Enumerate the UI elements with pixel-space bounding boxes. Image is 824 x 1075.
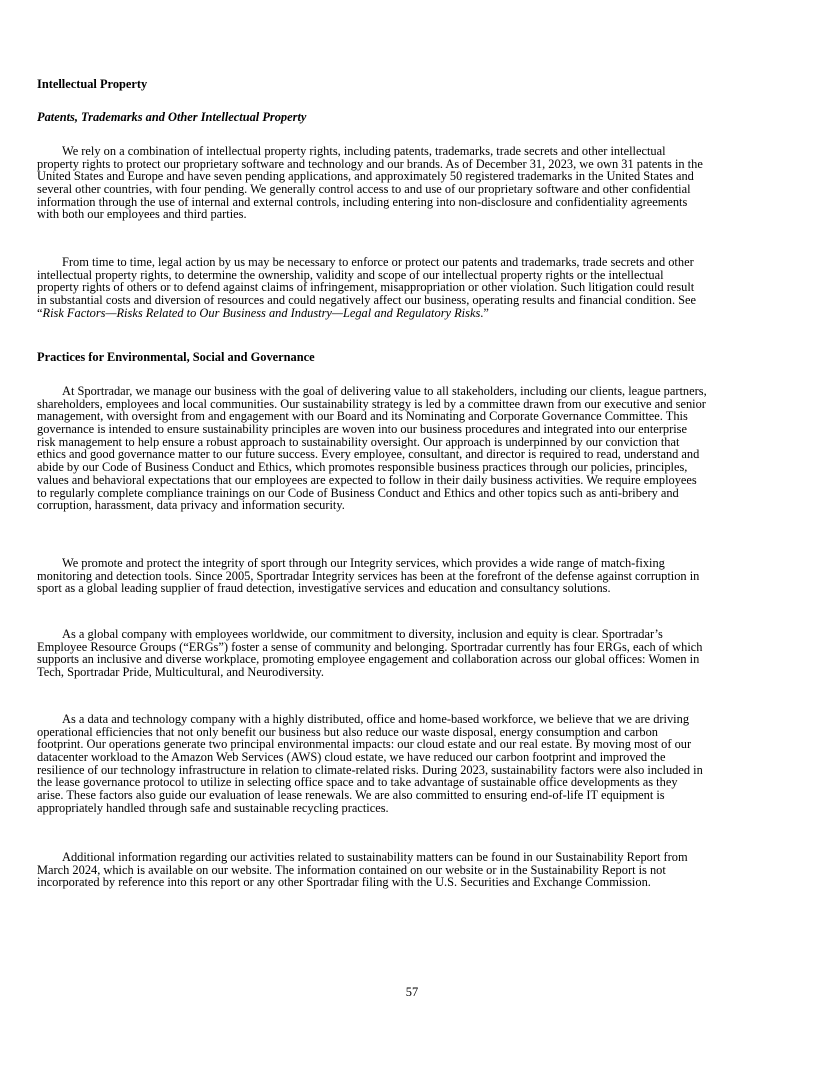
risk-factors-reference: Risk Factors—Risks Related to Our Business and Industry—Legal and Regulatory Risks — [42, 305, 481, 320]
text-line: Tech, Sportradar Pride, Multicultural, and Neurodiversity. — [37, 665, 325, 680]
paragraph-sustainability-governance — [37, 385, 789, 512]
paragraph-diversity-ergs — [37, 628, 789, 679]
text-line: operational efficiencies that not only benefit our business but also reduce our waste disposal, energy consumption and carbon — [37, 724, 658, 739]
text-line: with both our employees and third parties. — [37, 207, 247, 222]
text-line: footprint. Our operations generate two principal environmental impacts: our cloud estate and our real estate. By moving most of our — [37, 737, 692, 752]
text-line: shareholders, employees and local communities. Our sustainability strategy is led by a committee drawn from our executive and senior — [37, 396, 706, 411]
text-line: From time to time, legal action by us may be necessary to enforce or protect our patents and trademarks, trade secrets and other — [62, 255, 694, 269]
text-line: the lease governance protocol to utilize in selecting office space and to take advantage of sustainable office developments as they — [37, 775, 678, 790]
paragraph-ip-rights — [37, 145, 789, 221]
text-line: governance is intended to ensure sustainability principles are woven into our business procedures and integrated into our enterprise — [37, 422, 687, 437]
text-line: ethics and good governance matter to our future success. Every employee, consultant, and director is required to read, understand and — [37, 447, 700, 462]
text-line: arise. These factors also guide our evaluation of lease renewals. We are also committed to ensuring end-of-life IT equipment is — [37, 788, 665, 803]
heading-intellectual-property: Intellectual Property — [37, 77, 148, 91]
paragraph-sustainability-report — [37, 851, 789, 889]
text-line: supports an inclusive and diverse workplace, promoting employee engagement and collaboration across our global offices: Women in — [37, 652, 700, 667]
text-line: datacenter workload to the Amazon Web Services (AWS) cloud estate, we have reduced our carbon footprint and improved the — [37, 750, 666, 765]
text-line: We promote and protect the integrity of sport through our Integrity services, which provides a wide range of match-fixing — [62, 556, 665, 570]
text-line: property rights of others or to defend against claims of infringement, misappropriation or other violation. Such litigation could result — [37, 280, 695, 295]
open-quote: “ — [37, 305, 43, 320]
text-line: in substantial costs and diversion of resources and could negatively affect our business, operating results and financial condition. See — [37, 293, 697, 308]
text-line: We rely on a combination of intellectual property rights, including patents, trademarks, trade secrets and other intellectual — [62, 144, 666, 158]
text-line: information through the use of internal and external controls, including entering into non-disclosure and confidentiality agreements — [37, 194, 688, 209]
text-line: corruption, harassment, data privacy and information security. — [37, 498, 345, 513]
text-line: several other countries, with four pending. We generally control access to and use of our proprietary software and other confidential — [37, 182, 691, 197]
text-line: resilience of our technology infrastructure in relation to climate-related risks. During 2023, sustainability factors were also included in — [37, 762, 703, 777]
text-line: March 2024, which is available on our website. The information contained on our website or in the Sustainability Report is not — [37, 862, 666, 877]
text-line: management, with oversight from and engagement with our Board and its Nominating and Corporate Governance Committee. This — [37, 409, 688, 424]
paragraph-integrity-services — [37, 557, 789, 595]
text-line: appropriately handled through safe and sustainable recycling practices. — [37, 800, 389, 815]
text-line: As a global company with employees worldwide, our commitment to diversity, inclusion and equity is clear. Sportradar’s — [62, 627, 663, 641]
paragraph-legal-action — [37, 256, 789, 319]
text-line: risk management to help ensure a robust approach to sustainability oversight. Our approach is underpinned by our conviction that — [37, 434, 680, 449]
text-line: monitoring and detection tools. Since 2005, Sportradar Integrity services has been at the forefront of the defense against corruption in — [37, 568, 700, 583]
text-line-cross-reference — [37, 307, 789, 320]
text-line: Additional information regarding our activities related to sustainability matters can be found in our Sustainability Report from — [62, 850, 688, 864]
text-line: to regularly complete compliance trainings on our Code of Business Conduct and Ethics and other topics such as anti-bribery and — [37, 485, 679, 500]
text-line: sport as a global leading supplier of fraud detection, investigative services and education and consultancy solutions. — [37, 581, 611, 596]
text-line: incorporated by reference into this report or any other Sportradar filing with the U.S. Securities and Exchange Commission. — [37, 875, 651, 890]
text-line: United States and Europe and have seven pending applications, and approximately 50 registered trademarks in the United States and — [37, 169, 694, 184]
text-line: values and behavioral expectations that our employees are expected to follow in their daily business activities. We require employees — [37, 472, 697, 487]
text-line: As a data and technology company with a highly distributed, office and home-based workforce, we believe that we are driving — [62, 712, 690, 726]
page-number: 57 — [405, 985, 419, 999]
subheading-patents-trademarks: Patents, Trademarks and Other Intellectual Property — [37, 110, 307, 124]
text-line: Employee Resource Groups (“ERGs”) foster a sense of community and belonging. Sportradar currently has four ERGs, each of which — [37, 639, 703, 654]
text-line: At Sportradar, we manage our business with the goal of delivering value to all stakeholders, including our clients, league partners, — [62, 384, 707, 398]
text-line: intellectual property rights, to determine the ownership, validity and scope of our intellectual property rights or the intellectual — [37, 267, 664, 282]
close-quote: .” — [480, 305, 489, 320]
text-line: property rights to protect our proprietary software and technology and our brands. As of December 31, 2023, we own 31 patents in the — [37, 156, 703, 171]
paragraph-environmental-impact — [37, 713, 789, 815]
heading-esg-practices: Practices for Environmental, Social and Governance — [37, 350, 315, 364]
text-line: abide by our Code of Business Conduct and Ethics, which promotes responsible business practices through our policies, principles, — [37, 460, 688, 475]
